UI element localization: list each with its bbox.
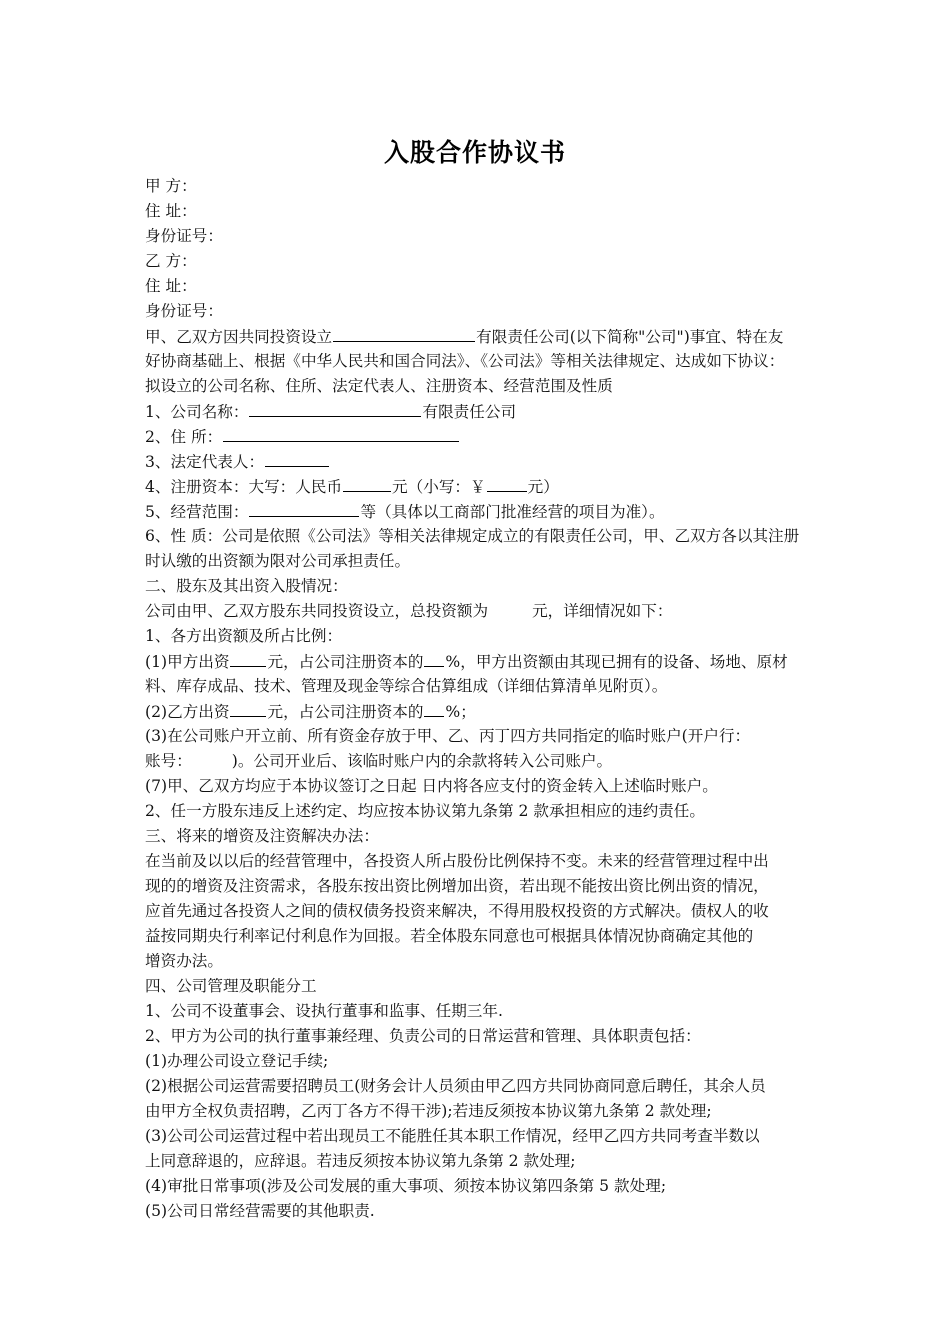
legal-rep-label: 3、法定代表人： — [145, 453, 265, 471]
section-2-heading: 二、股东及其出资入股情况： — [145, 577, 348, 595]
temp-account-text: )。公司开业后、该临时账户内的余款将转入公司账户。 — [231, 752, 613, 770]
duty-1: (1)办理公司设立登记手续; — [145, 1052, 329, 1070]
section-3-line-3: 应首先通过各投资人之间的债权债务投资来解决，不得用股权投资的方式解决。债权人的收 — [145, 902, 769, 920]
intro-text-a: 甲、乙双方因共同投资设立 — [145, 328, 333, 346]
fund-transfer-line: (7)甲、乙双方均应于本协议签订之日起 日内将各应支付的资金转入上述临时账户。 — [145, 777, 718, 795]
party-b-contribution-text-3: %； — [445, 703, 476, 721]
section-2-sub-1: 1、各方出资额及所占比例： — [145, 627, 343, 645]
total-investment-text-a: 公司由甲、乙双方股东共同投资设立，总投资额为 — [145, 602, 489, 620]
intro-line-2: 好协商基础上、根据《中华人民共和国合同法》、《公司法》等相关法律规定、达成如下协议： — [145, 352, 785, 370]
section-4-heading: 四、公司管理及职能分工 — [145, 977, 317, 995]
party-a-id: 身份证号： — [145, 227, 223, 245]
section-3-line-2: 现的的增资及注资需求，各股东按出资比例增加出资，若出现不能按出资比例出资的情况， — [145, 877, 769, 895]
capital-line — [145, 474, 813, 499]
account-no-label: 账号： — [145, 752, 192, 770]
duty-3-line-2: 上同意辞退的，应辞退。若违反须按本协议第九条第 2 款处理; — [145, 1152, 576, 1170]
duty-4: (4)审批日常事项(涉及公司发展的重大事项、须按本协议第四条第 5 款处理; — [145, 1177, 667, 1195]
section-3-line-1: 在当前及以以后的经营管理中，各投资人所占股份比例保持不变。未来的经营管理过程中出 — [145, 852, 769, 870]
capital-lower-label: 元（小写：￥ — [392, 478, 486, 496]
party-a-amount-blank — [230, 649, 266, 667]
total-investment-text-b: 元，详细情况如下： — [532, 602, 673, 620]
duty-5: (5)公司日常经营需要的其他职责. — [145, 1202, 375, 1220]
intro-text-b: 有限责任公司(以下简称"公司")事宜、特在友 — [476, 328, 784, 346]
document-body — [145, 174, 813, 1224]
party-a-percent-blank — [424, 649, 444, 667]
total-investment-line — [145, 599, 813, 624]
party-a-contribution-text-2: 元，占公司注册资本的 — [267, 653, 424, 671]
company-name-field-blank — [249, 399, 421, 417]
document-title: 入股合作协议书 — [383, 138, 566, 167]
intro-line-1 — [145, 324, 813, 349]
scope-blank — [249, 499, 359, 517]
scope-suffix: 等（具体以工商部门批准经营的项目为准）。 — [360, 503, 665, 521]
party-b-contribution-text-1: (2)乙方出资 — [145, 703, 230, 721]
party-a-name: 甲 方： — [145, 177, 197, 195]
company-address-label: 2、住 所： — [145, 428, 223, 446]
section-3-heading: 三、将来的增资及注资解决办法： — [145, 827, 379, 845]
capital-close: 元） — [527, 478, 559, 496]
company-address-line — [145, 424, 813, 449]
party-a-contribution-text-3: %，甲方出资额由其现已拥有的设备、场地、原材 — [445, 653, 788, 671]
company-address-blank — [223, 424, 459, 442]
party-a-contribution-line-2: 料、库存成品、技术、管理及现金等综合估算组成（详细估算清单见附页）。 — [145, 677, 668, 695]
party-b-address: 住 址： — [145, 277, 197, 295]
party-a-contribution-text-1: (1)甲方出资 — [145, 653, 230, 671]
party-b-contribution-line — [145, 699, 813, 724]
party-b-amount-blank — [230, 699, 266, 717]
company-name-blank — [333, 324, 475, 342]
nature-line-1: 6、性 质：公司是依照《公司法》等相关法律规定成立的有限责任公司，甲、乙双方各以其注册 — [145, 527, 800, 545]
duty-2-line-2: 由甲方全权负责招聘，乙丙丁各方不得干涉);若违反须按本协议第九条第 2 款处理; — [145, 1102, 712, 1120]
capital-lower-blank — [487, 474, 527, 492]
capital-upper-blank — [343, 474, 391, 492]
capital-label: 4、注册资本：大写：人民币 — [145, 478, 343, 496]
company-name-label: 1、公司名称： — [145, 403, 249, 421]
party-b-percent-blank — [424, 699, 444, 717]
legal-rep-line — [145, 449, 813, 474]
duty-3-line-1: (3)公司公司运营过程中若出现员工不能胜任其本职工作情况，经甲乙四方共同考查半数以 — [145, 1127, 760, 1145]
duty-2-line-1: (2)根据公司运营需要招聘员工(财务会计人员须由甲乙四方共同协商同意后聘任，其余人员 — [145, 1077, 766, 1095]
party-b-id: 身份证号： — [145, 302, 223, 320]
company-name-line — [145, 399, 813, 424]
intro-line-3: 拟设立的公司名称、住所、法定代表人、注册资本、经营范围及性质 — [145, 377, 613, 395]
temp-account-line-2 — [145, 749, 813, 774]
section-3-line-5: 增资办法。 — [145, 952, 223, 970]
section-2-sub-2: 2、任一方股东违反上述约定、均应按本协议第九条第 2 款承担相应的违约责任。 — [145, 802, 705, 820]
temp-account-line-1: (3)在公司账户开立前、所有资金存放于甲、乙、丙丁四方共同指定的临时账户(开户行： — [145, 727, 751, 745]
nature-line-2: 时认缴的出资额为限对公司承担责任。 — [145, 552, 411, 570]
party-a-contribution-line — [145, 649, 813, 674]
section-4-item-2: 2、甲方为公司的执行董事兼经理、负责公司的日常运营和管理、具体职责包括： — [145, 1027, 701, 1045]
legal-rep-blank — [265, 449, 329, 467]
section-3-line-4: 益按同期央行利率记付利息作为回报。若全体股东同意也可根据具体情况协商确定其他的 — [145, 927, 754, 945]
scope-label: 5、经营范围： — [145, 503, 249, 521]
party-b-contribution-text-2: 元，占公司注册资本的 — [267, 703, 424, 721]
party-a-address: 住 址： — [145, 202, 197, 220]
party-b-name: 乙 方： — [145, 252, 197, 270]
company-name-suffix: 有限责任公司 — [422, 403, 517, 421]
scope-line — [145, 499, 813, 524]
section-4-item-1: 1、公司不设董事会、设执行董事和监事、任期三年. — [145, 1002, 503, 1020]
